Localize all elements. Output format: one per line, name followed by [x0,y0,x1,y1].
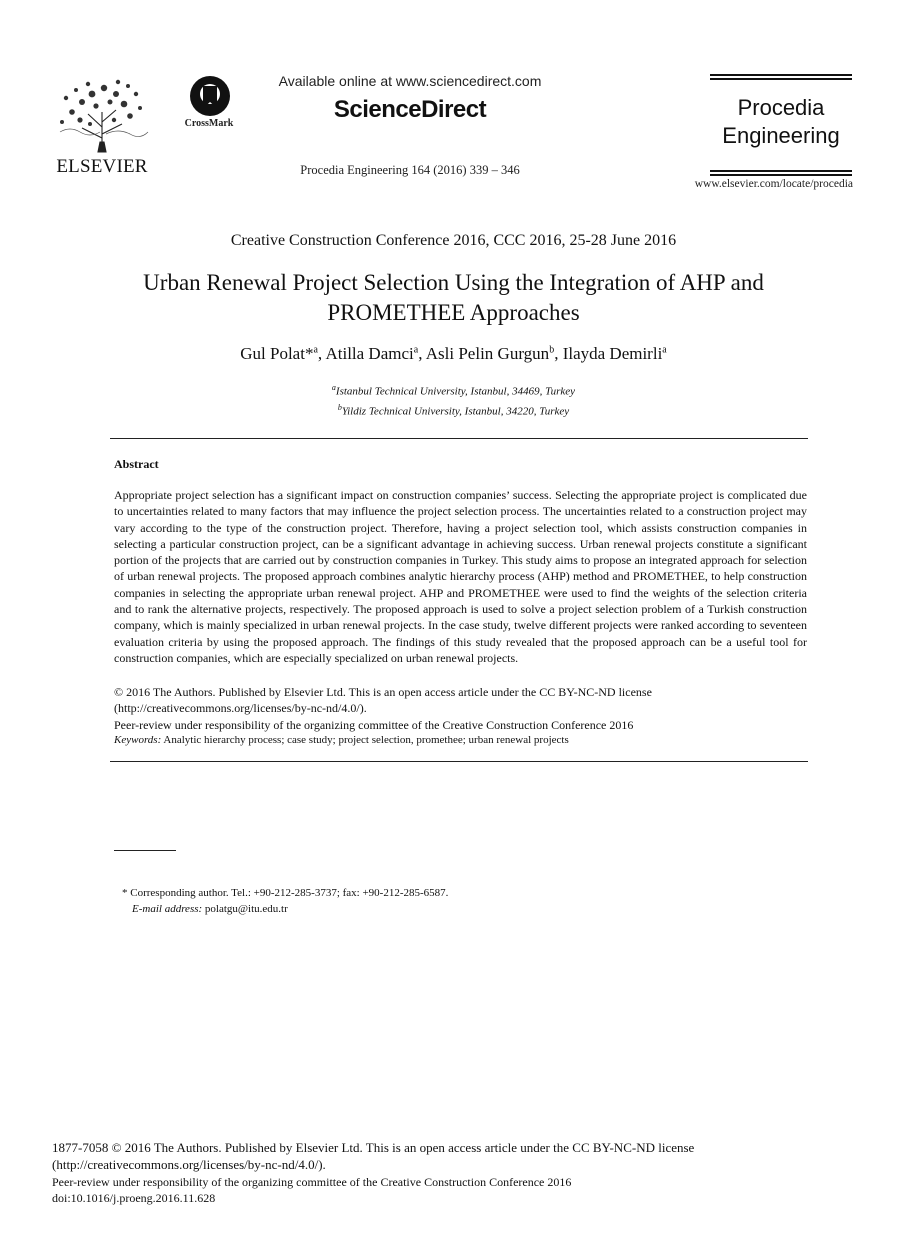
bottom-license-link[interactable]: (http://creativecommons.org/licenses/by-nc-nd/4.0/). [52,1157,326,1172]
license-link[interactable]: (http://creativecommons.org/licenses/by-nc-nd/4.0/). [114,701,367,715]
keywords [114,732,807,749]
email-label: E-mail address: [132,903,203,915]
affiliation-mark: b [337,402,342,412]
journal-reference: Procedia Engineering 164 (2016) 339 – 346 [300,163,520,177]
issn-copyright-line: 1877-7058 © 2016 The Authors. Published by Elsevier Ltd. This is an open access article under the CC BY-NC-ND license [52,1140,695,1155]
journal-title-line1: Procedia [737,95,825,120]
affiliation-mark: a [331,383,336,392]
email-link[interactable]: polatgu@itu.edu.tr [204,903,288,915]
available-online-text: Available online at www.sciencedirect.com [278,73,542,89]
paper-title-line2: PROMETHEE Approaches [327,300,580,325]
author-name: Ilayda Demirli [562,344,663,363]
corresponding-author-note: * Corresponding author. Tel.: +90-212-285-3737; fax: +90-212-285-6587. [122,887,449,899]
affiliation-item [60,380,847,400]
paper-title-line1: Urban Renewal Project Selection Using the Integration of AHP and [143,270,764,295]
author-list [60,344,847,364]
abstract-heading: Abstract [114,457,159,471]
crossmark-label: CrossMark [184,118,234,129]
keywords-text: Analytic hierarchy process; case study; project selection, promethee; urban renewal projects [163,734,569,746]
author-separator: , [554,344,563,363]
affiliation-text: Yildiz Technical University, Istanbul, 34220, Turkey [341,405,570,418]
peer-review-note: Peer-review under responsibility of the organizing committee of the Creative Construction Conference 2016 [114,718,634,732]
affiliation-text: Istanbul Technical University, Istanbul, 34469, Turkey [335,385,576,398]
journal-url-link[interactable]: www.elsevier.com/locate/procedia [694,178,853,190]
publisher-name: ELSEVIER [56,156,148,177]
section-divider-top [110,438,808,439]
journal-title-line2: Engineering [722,123,840,148]
author-affiliation-mark: a [662,344,667,356]
conference-name: Creative Construction Conference 2016, CCC 2016, 25-28 June 2016 [230,232,677,249]
author-affiliation-mark: b [549,344,555,356]
paper-title [60,268,847,328]
copyright-notice: © 2016 The Authors. Published by Elsevier Ltd. This is an open access article under the CC BY-NC-ND license [114,685,652,699]
email-note [132,903,288,915]
author-affiliation-mark: a [313,344,318,356]
abstract-body: Appropriate project selection has a significant impact on construction companies’ success. Selecting the appropriate project is complicated due to uncertainties related to many factors that may influence the project selection process. The uncertainties related to a construction project may vary according to the type of the construction project. Therefore, having a project selection tool, which assists construction companies in selecting a particular construction project, can be a significant advantage in achieving success. Urban renewal projects constitute a significant portion of the projects that are carried out by construction companies in Turkey. This study aims to propose an integrated approach for selection of urban renewal projects. The proposed approach combines analytic hierarchy process (AHP) method and PROMETHEE, to help construction companies in selecting the appropriate urban renewal project. AHP and PROMETHEE were used to find the weights of the selection criteria and to rank the alternative projects, respectively. The proposed approach is used to solve a project selection problem of a Turkish construction company, which is mainly specialized in urban renewal projects. In the case study, twelve different projects were ranked according to seventeen evaluation criteria by using the proposed approach. The findings of this study revealed that the proposed approach can be a useful tool for construction companies, which are especially specialized on urban renewal projects. [114,488,807,665]
keywords-label: Keywords: [114,734,162,746]
author-name: Atilla Damci [325,344,414,363]
affiliation-item [60,400,847,420]
section-divider-bottom [110,761,808,762]
author-name: Asli Pelin Gurgun [425,344,550,363]
journal-title [710,94,852,150]
doi-link[interactable]: doi:10.1016/j.proeng.2016.11.628 [52,1191,216,1205]
bottom-peer-review-note: Peer-review under responsibility of the organizing committee of the Creative Construction Conference 2016 [52,1175,572,1189]
author-affiliation-mark: a [413,344,419,356]
footnote-rule [114,850,176,851]
author-name: Gul Polat* [240,344,314,363]
author-separator: , [317,344,326,363]
affiliation-list [60,380,847,419]
author-separator: , [418,344,426,363]
sciencedirect-logo: ScienceDirect [333,96,487,123]
